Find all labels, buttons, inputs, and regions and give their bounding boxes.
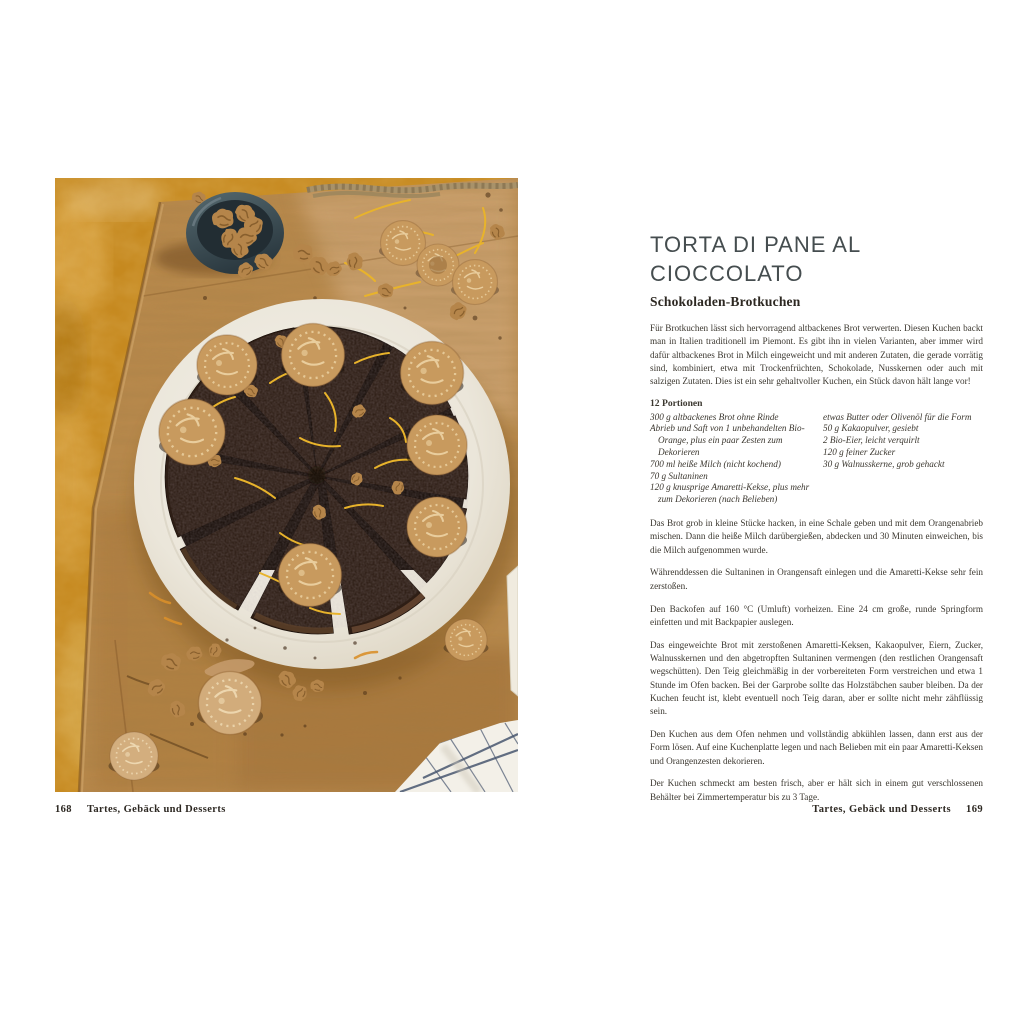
left-page-footer [55,804,226,815]
servings-label: 12 Portionen [650,397,703,409]
ingredient-item: etwas Butter oder Olivenöl für die Form [823,411,972,422]
recipe-title-line1: TORTA DI PANE AL [650,232,862,257]
step-paragraph: Währenddessen die Sultaninen in Orangensaft einlegen und die Amaretti-Kekse sehr fein zerstoßen. [650,567,983,591]
amaretti-cookie [445,619,487,661]
section-title: Tartes, Gebäck und Desserts [812,804,952,815]
step-paragraph: Den Kuchen aus dem Ofen nehmen und vollständig abkühlen lassen, dann erst aus der Form lösen. Auf eine Kuchenplatte legen und nach Belieben mit ein paar Amaretti-Keksen und Orangenzesten dekorieren. [650,728,983,766]
step-paragraph: Den Backofen auf 160 °C (Umluft) vorheizen. Eine 24 cm große, runde Springform einfetten und mit Backpapier auslegen. [650,603,983,627]
ingredient-item: 50 g Kakaopulver, gesiebt [823,423,919,434]
amaretti-cookie [407,415,467,475]
page-number: 168 [55,804,72,815]
page-number: 169 [966,804,983,815]
ingredients [650,412,983,506]
step-paragraph: Der Kuchen schmeckt am besten frisch, aber er hält sich in einem gut verschlossenen Behälter bei Zimmertemperatur bis zu 3 Tage. [650,778,983,802]
amaretti-cookie [401,342,464,405]
ingredient-item: 120 g knusprige Amaretti-Kekse, plus mehr zum Dekorieren (nach Belieben) [650,482,810,505]
amaretti-cookie [159,399,225,465]
recipe-photo [55,178,518,792]
recipe-column [650,230,983,804]
recipe-subtitle: Schokoladen-Brotkuchen [650,294,801,309]
recipe-intro: Für Brotkuchen lässt sich hervorragend altbackenes Brot verwerten. Diesen Kuchen backt man in Italien traditionell im Piemont. Es gibt ihn in vielen Varianten, aber immer wird dafür altbackenes Brot in Milch eingeweicht und mit anderen Zutaten, die gerade vorrätig sind, kombiniert, etwa mit Trockenfrüchten, Schokolade, Nusskernen oder auch mit salzigen Zutaten. Dies ist ein sehr gehaltvoller Kuchen, ein Stück davon hält lange vor! [650,323,983,387]
right-page-footer [650,804,983,815]
amaretti-cookie [279,544,342,607]
amaretti-cookie [453,260,498,305]
step-paragraph: Das Brot grob in kleine Stücke hacken, in eine Schale geben und mit dem Orangenabrieb mischen. Dann die heiße Milch darübergießen, abdecken und 30 Minuten einweichen, bis die Milch aufgenommen wurde. [650,518,983,555]
ingredient-item: 70 g Sultaninen [650,470,708,481]
ingredient-item: Abrieb und Saft von 1 unbehandelten Bio-Orange, plus ein paar Zesten zum Dekorieren [650,423,805,458]
section-title: Tartes, Gebäck und Desserts [86,804,226,815]
ingredient-item: 30 g Walnusskerne, grob gehackt [823,458,945,469]
recipe-title [650,230,983,288]
ingredients-column-right [823,412,983,506]
ingredient-item: 120 g feiner Zucker [823,447,896,458]
amaretti-cookie [282,324,345,387]
amaretti-cookie [197,335,257,395]
recipe-title-line2: CIOCCOLATO [650,261,804,286]
ingredient-item: 300 g altbackenes Brot ohne Rinde [650,411,779,422]
ingredients-column-left [650,412,818,506]
preparation-steps [650,517,983,804]
step-paragraph: Das eingeweichte Brot mit zerstoßenen Amaretti-Keksen, Kakaopulver, Eiern, Zucker, Walnusskernen und den abgetropften Sultaninen vermengen (den restlichen Orangensaft wegschütten). Den Teig gleichmäßig in der vorbereiteten Form verstreichen und etwa 1 Stunde im Ofen backen. Bei der Garprobe sollte das Holzstäbchen sauber bleiben. Da der Kuchen feucht ist, klebt eventuell noch Teig daran, aber er sollte nicht mehr zähflüssig sein. [650,639,983,717]
ingredient-item: 2 Bio-Eier, leicht verquirlt [823,435,920,446]
amaretti-cookie [407,497,467,557]
ingredient-item: 700 ml heiße Milch (nicht kochend) [650,458,781,469]
